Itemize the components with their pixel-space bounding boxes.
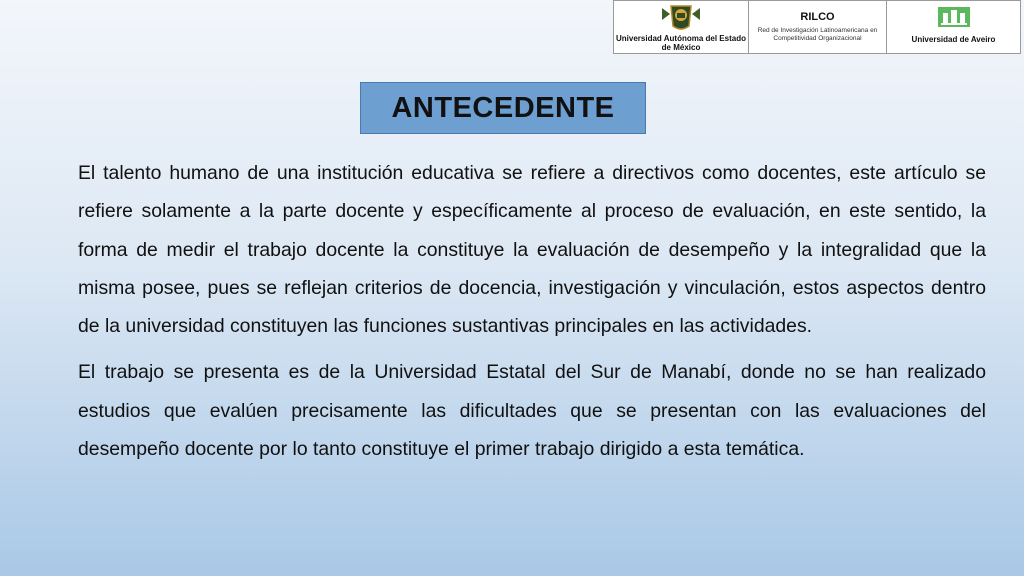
- uaem-seal-icon: [658, 2, 704, 32]
- paragraph-1: El talento humano de una institución educativa se refiere a directivos como docentes, este artículo se refiere solamente a la parte docente y específicamente al proceso de evaluación, en este sentido, la forma de medir el trabajo docente la constituye la evaluación de desempeño y la integralidad que la misma posee, pues se reflejan criterios de docencia, investigación y vinculación, estos aspectos dentro de la universidad constituyen las funciones sustantivas principales en las actividades.: [78, 162, 986, 338]
- logo-bar: [613, 0, 1021, 54]
- aveiro-name: Universidad de Aveiro: [911, 35, 996, 44]
- aveiro-logo-cell: [887, 1, 1020, 53]
- uaem-logo-cell: [614, 1, 749, 53]
- paragraph-2: El trabajo se presenta es de la Universidad Estatal del Sur de Manabí, donde no se han realizado estudios que evalúen precisamente las dificultades que se presentan con las evaluaciones del desempeño docente por lo tanto constituye el primer trabajo dirigido a esta temática.: [78, 361, 986, 461]
- body-text: [78, 154, 986, 468]
- aveiro-logo-icon: [937, 5, 971, 29]
- rilco-title: RILCO: [800, 11, 835, 23]
- rilco-logo-cell: [749, 1, 887, 53]
- uaem-name: Universidad Autónoma del Estado de México: [616, 34, 746, 52]
- title-box: [360, 82, 646, 134]
- rilco-subtitle: Red de Investigación Latinoamericana en Competitividad Organizacional: [757, 27, 878, 42]
- slide-title: ANTECEDENTE: [391, 91, 615, 124]
